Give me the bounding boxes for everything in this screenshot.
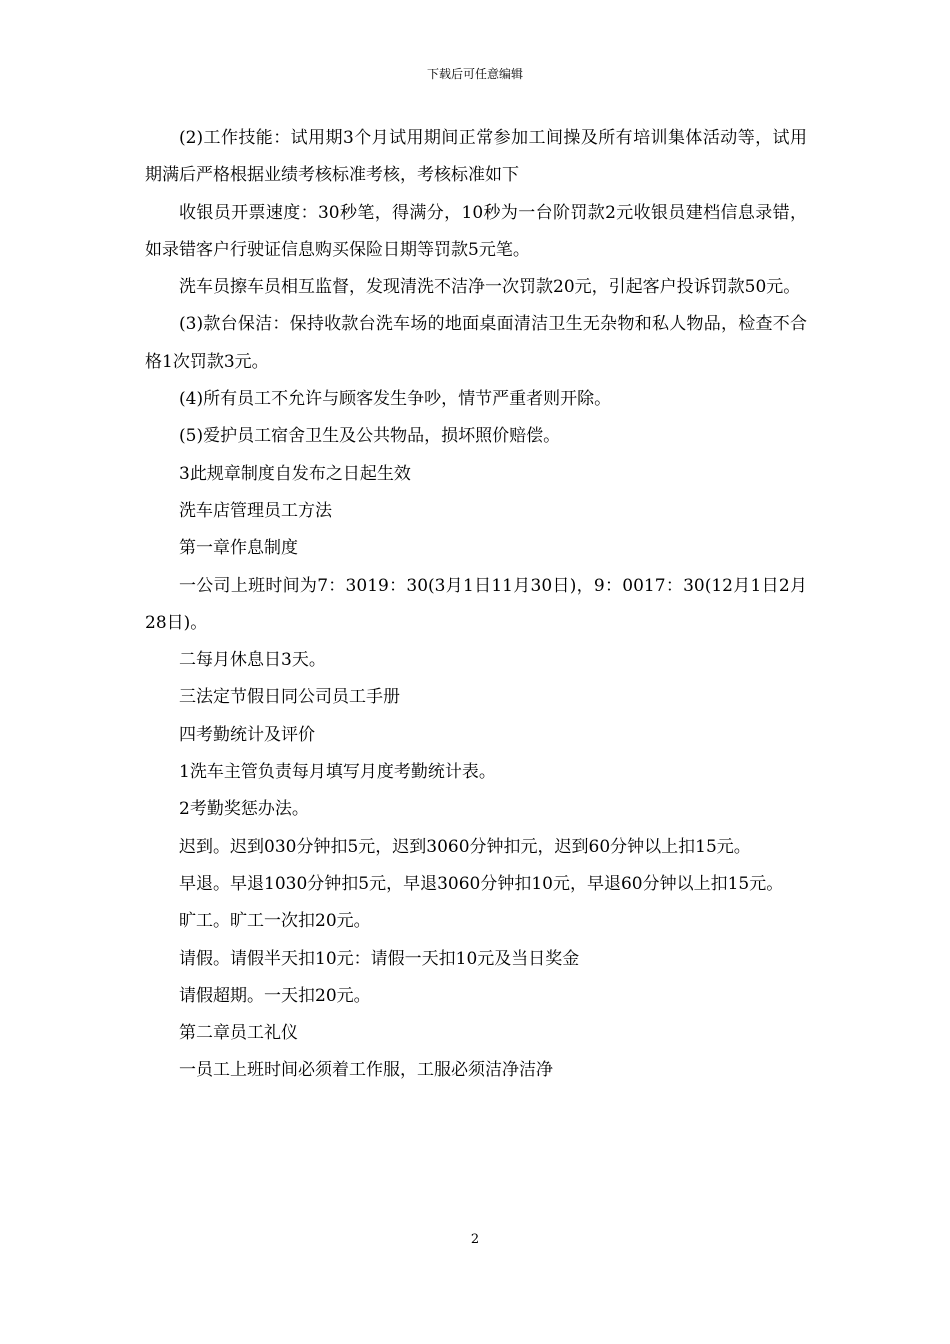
document-body bbox=[145, 120, 807, 1090]
paragraph: 三法定节假日同公司员工手册 bbox=[179, 687, 400, 708]
paragraph: 请假超期。一天扣20元。 bbox=[179, 985, 371, 1006]
chapter-title: 第二章员工礼仪 bbox=[179, 1023, 298, 1044]
paragraph: 四考勤统计及评价 bbox=[179, 724, 315, 745]
section-title: 洗车店管理员工方法 bbox=[179, 500, 332, 521]
paragraph: 一员工上班时间必须着工作服，工服必须洁净洁净 bbox=[179, 1060, 553, 1081]
page-header: 下载后可任意编辑 bbox=[426, 67, 523, 81]
paragraph: 洗车员擦车员相互监督，发现清洗不洁净一次罚款20元，引起客户投诉罚款50元。 bbox=[179, 277, 801, 298]
paragraph: (5)爱护员工宿舍卫生及公共物品，损坏照价赔偿。 bbox=[179, 426, 561, 447]
paragraph: 一公司上班时间为7：3019：30(3月1日11月30日)，9：0017：30(12月1日2月28日)。 bbox=[145, 575, 807, 633]
paragraph: 收银员开票速度：30秒笔，得满分，10秒为一台阶罚款2元收银员建档信息录错，如录错客户行驶证信息购买保险日期等罚款5元笔。 bbox=[145, 202, 807, 260]
chapter-title: 第一章作息制度 bbox=[179, 538, 298, 559]
paragraph: 迟到。迟到030分钟扣5元，迟到3060分钟扣元，迟到60分钟以上扣15元。 bbox=[179, 836, 751, 857]
paragraph: 请假。请假半天扣10元：请假一天扣10元及当日奖金 bbox=[179, 948, 580, 969]
paragraph: (2)工作技能：试用期3个月试用期间正常参加工间操及所有培训集体活动等，试用期满后严格根据业绩考核标准考核，考核标准如下 bbox=[145, 128, 807, 186]
paragraph: 2考勤奖惩办法。 bbox=[179, 799, 309, 820]
page-number: 2 bbox=[470, 1232, 480, 1247]
paragraph: 3此规章制度自发布之日起生效 bbox=[179, 463, 411, 484]
paragraph: (3)款台保洁：保持收款台洗车场的地面桌面清洁卫生无杂物和私人物品，检查不合格1次罚款3元。 bbox=[145, 314, 807, 372]
paragraph: 旷工。旷工一次扣20元。 bbox=[179, 911, 371, 932]
paragraph: 1洗车主管负责每月填写月度考勤统计表。 bbox=[179, 762, 496, 783]
paragraph: 早退。早退1030分钟扣5元，早退3060分钟扣10元，早退60分钟以上扣15元。 bbox=[179, 873, 784, 894]
paragraph: (4)所有员工不允许与顾客发生争吵，情节严重者则开除。 bbox=[179, 389, 612, 410]
paragraph: 二每月休息日3天。 bbox=[179, 650, 326, 671]
